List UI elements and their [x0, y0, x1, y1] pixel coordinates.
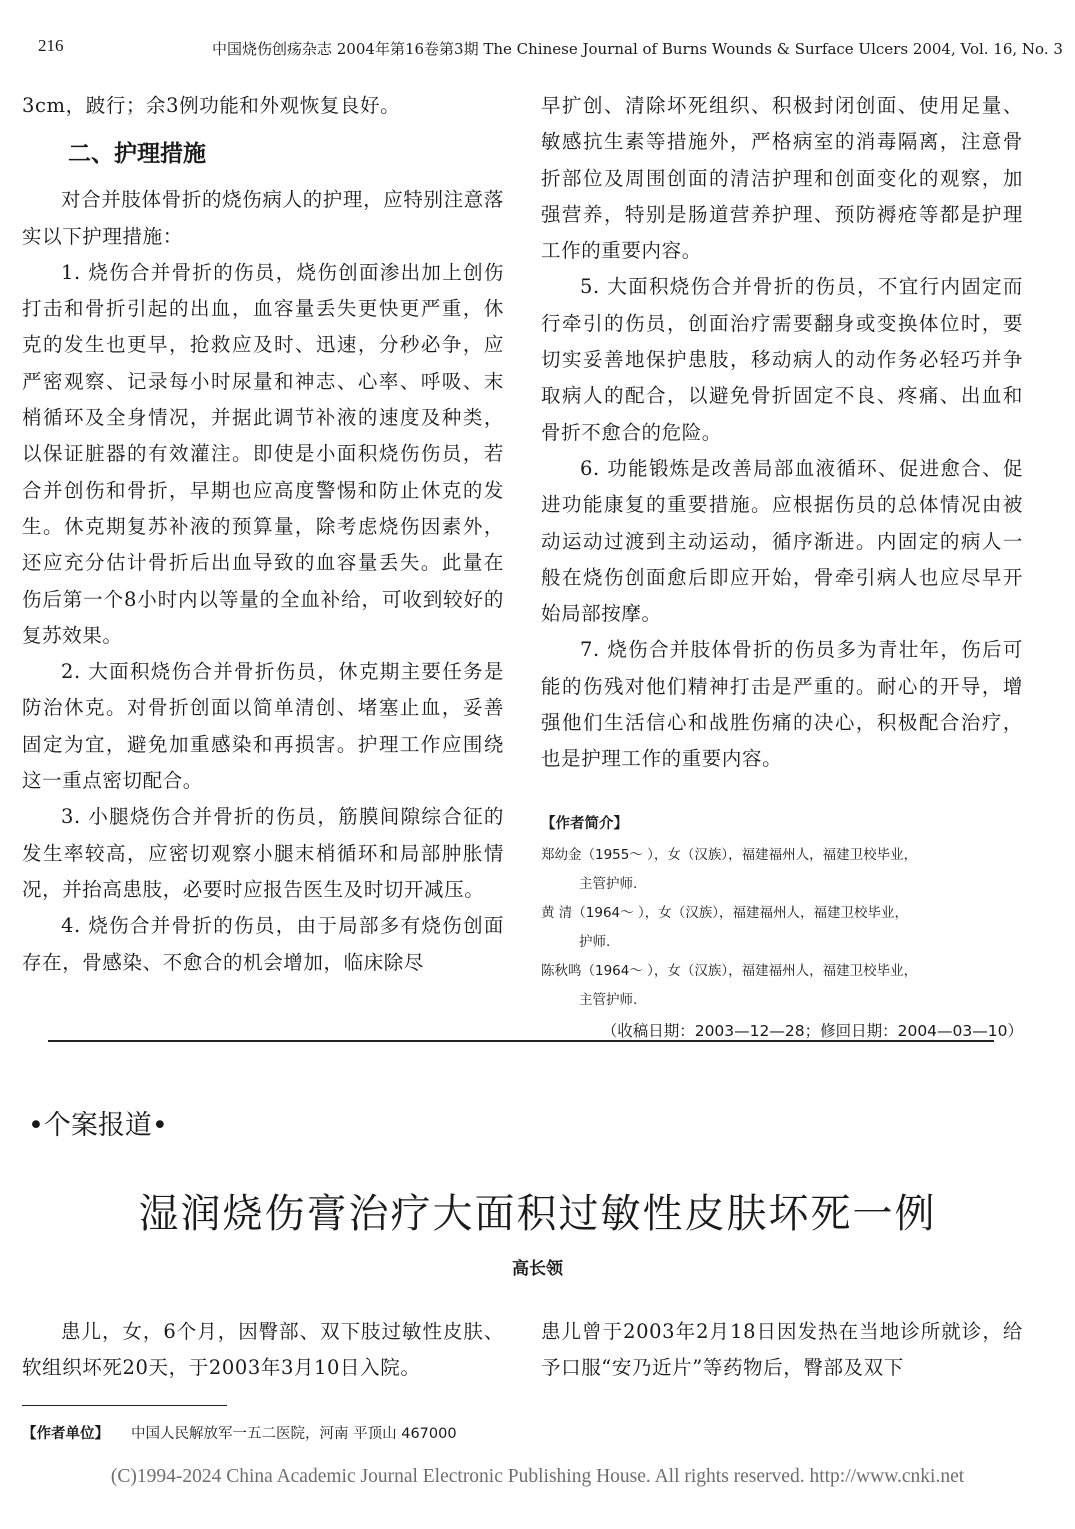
- author-bio-line: 主管护师.: [579, 991, 638, 1008]
- author-bio-title: 【作者简介】: [541, 815, 628, 832]
- author-bio-line: 郑幼金（1955～ ），女（汉族），福建福州人，福建卫校毕业，: [541, 846, 918, 863]
- paragraph: 4. 烧伤合并骨折的伤员，由于局部多有烧伤创面存在，骨感染、不愈合的机会增加，临床除尽: [22, 914, 504, 974]
- paragraph: 对合并肢体骨折的烧伤病人的护理，应特别注意落实以下护理措施：: [22, 188, 504, 248]
- footnote-rule: [22, 1405, 227, 1406]
- affiliation-text: 中国人民解放军一五二医院，河南 平顶山 467000: [131, 1426, 457, 1442]
- article2-left-column: [22, 1314, 504, 1387]
- running-header: 中国烧伤创疡杂志 2004年第16卷第3期 The Chinese Journal of Burns Wounds & Surface Ulcers 2004, Vol. 16, No. 3: [212, 40, 1063, 58]
- paragraph: 2. 大面积烧伤合并骨折伤员，休克期主要任务是防治休克。对骨折创面以简单清创、堵塞止血，妥善固定为宜，避免加重感染和再损害。护理工作应围绕这一重点密切配合。: [22, 660, 504, 793]
- section-divider: [48, 1040, 994, 1042]
- author-bio-line: 主管护师.: [579, 875, 638, 892]
- author-bio-line: 陈秋鸣（1964～ ），女（汉族），福建福州人，福建卫校毕业，: [541, 962, 918, 979]
- received-dates: （收稿日期：2003—12—28；修回日期：2004—03—10）: [601, 1021, 1023, 1040]
- paragraph: 早扩创、清除坏死组织、积极封闭创面、使用足量、敏感抗生素等措施外，严格病室的消毒隔离，注意骨折部位及周围创面的清洁护理和创面变化的观察，加强营养，特别是肠道营养护理、预防褥疮等都是护理工作的重要内容。: [541, 94, 1023, 263]
- article1-left-column: [22, 88, 504, 981]
- paragraph: 6. 功能锻炼是改善局部血液循环、促进愈合、促进功能康复的重要措施。应根据伤员的总体情况由被动运动过渡到主动运动，循序渐进。内固定的病人一般在烧伤创面愈后即应开始，骨牵引病人也应尽早开始局部按摩。: [541, 456, 1023, 626]
- article1-right-column: [541, 88, 1023, 1041]
- author-bio-line: 护师.: [579, 933, 611, 950]
- author-bio-line: 黄 清（1964～ ），女（汉族），福建福州人，福建卫校毕业，: [541, 904, 908, 921]
- page-number: 216: [38, 36, 64, 55]
- paragraph: 患儿曾于2003年2月18日因发热在当地诊所就诊，给予口服“安乃近片”等药物后，臀部及双下: [541, 1320, 1023, 1380]
- paragraph: 患儿，女，6个月，因臀部、双下肢过敏性皮肤、软组织坏死20天，于2003年3月10日入院。: [22, 1320, 504, 1380]
- paragraph: 5. 大面积烧伤合并骨折的伤员，不宜行内固定而行牵引的伤员，创面治疗需要翻身或变换体位时，要切实妥善地保护患肢，移动病人的动作务必轻巧并争取病人的配合，以避免骨折固定不良、疼痛、出血和骨折不愈合的危险。: [541, 275, 1023, 444]
- paragraph: 3. 小腿烧伤合并骨折的伤员，筋膜间隙综合征的发生率较高，应密切观察小腿末梢循环和局部肿胀情况，并抬高患肢，必要时应报告医生及时切开减压。: [22, 805, 504, 901]
- article1-right-body: [541, 88, 1023, 778]
- author-bio-list: [541, 841, 1023, 1015]
- section-heading: 二、护理措施: [68, 141, 206, 168]
- author-affiliation: [22, 1422, 457, 1443]
- paragraph: 7. 烧伤合并肢体骨折的伤员多为青壮年，伤后可能的伤残对他们精神打击是严重的。耐心的开导，增强他们生活信心和战胜伤痛的决心，积极配合治疗，也是护理工作的重要内容。: [541, 638, 1023, 771]
- paragraph: 1. 烧伤合并骨折的伤员，烧伤创面渗出加上创伤打击和骨折引起的出血，血容量丢失更快更严重，休克的发生也更早，抢救应及时、迅速，分秒必争，应严密观察、记录每小时尿量和神志、心率、呼吸、末梢循环及全身情况，并据此调节补液的速度及种类，以保证脏器的有效灌注。即使是小面积烧伤伤员，若合并创伤和骨折，早期也应高度警惕和防止休克的发生。休克期复苏补液的预算量，除考虑烧伤因素外，还应充分估计骨折后出血导致的血容量丢失。此量在伤后第一个8小时内以等量的全血补给，可收到较好的复苏效果。: [22, 260, 504, 647]
- copyright-watermark: (C)1994-2024 China Academic Journal Electronic Publishing House. All rights reserved. http://www.cnki.net: [110, 1466, 965, 1487]
- section-label: •个案报道•: [28, 1110, 168, 1141]
- paragraph: 3cm，跛行；余3例功能和外观恢复良好。: [22, 94, 401, 117]
- affiliation-label: 【作者单位】: [22, 1426, 109, 1442]
- article2-right-column: [541, 1314, 1023, 1387]
- article-author: 高长领: [512, 1259, 563, 1279]
- article-title: 湿润烧伤膏治疗大面积过敏性皮肤坏死一例: [138, 1191, 937, 1237]
